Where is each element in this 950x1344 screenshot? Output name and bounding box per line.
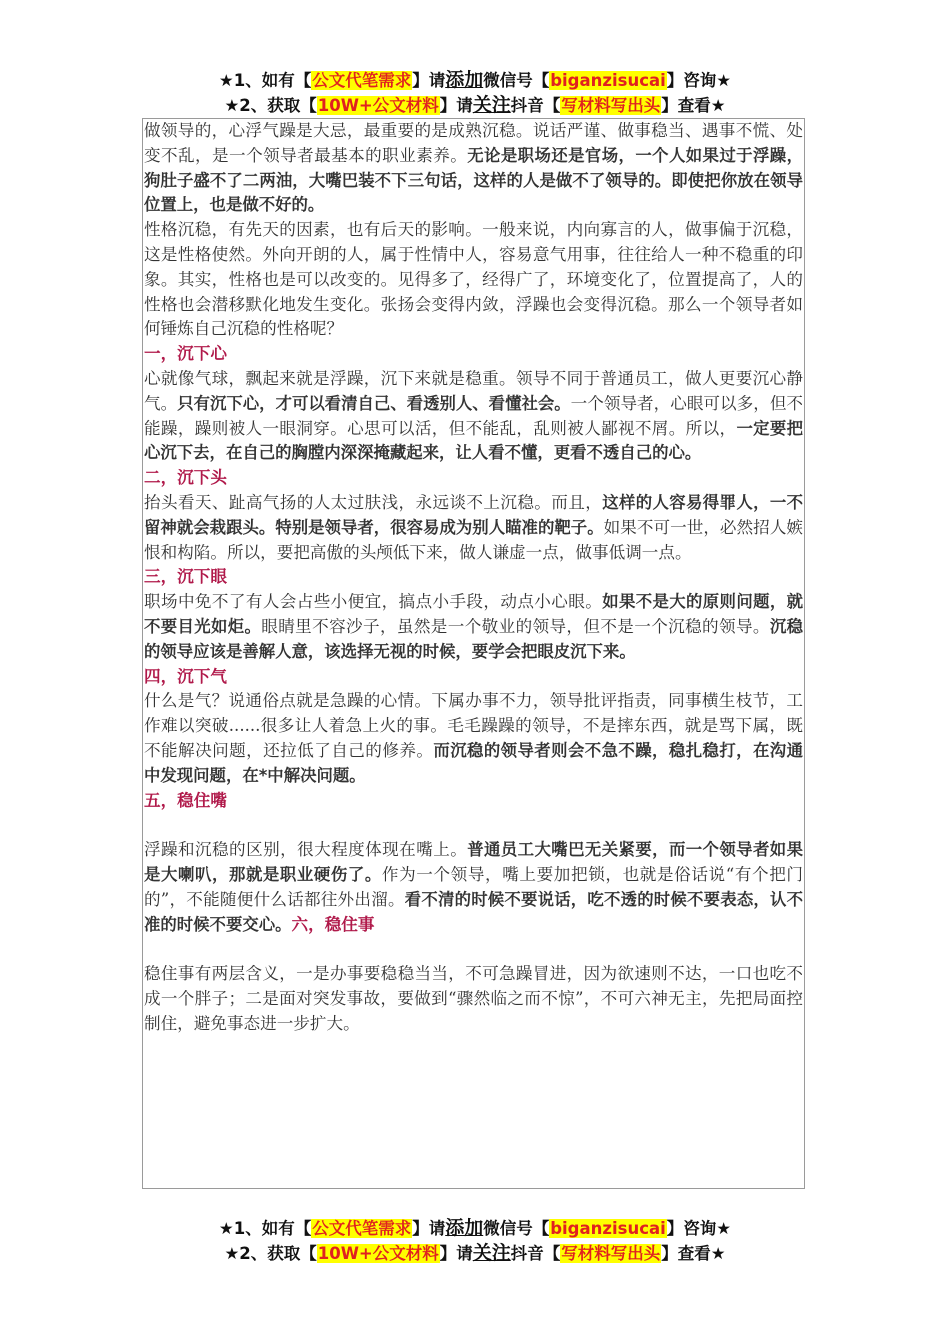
promo-highlight: 公文代笔需求 bbox=[312, 71, 412, 90]
promo-text: ★2、获取【 bbox=[224, 1244, 317, 1263]
paragraph-section-2 bbox=[144, 491, 803, 565]
promo-banner-bottom bbox=[0, 1216, 950, 1266]
promo-text: ★1、如有【 bbox=[218, 71, 312, 90]
text: 稳住事有两层含义，一是办事要稳稳当当，不可急躁冒进，因为欲速则不达，一口也吃不成一个胖子；二是面对突发事故，要做到“骤然临之而不惊”，不可六神无主，先把局面控制住，避免事态进一步扩大。 bbox=[144, 964, 803, 1033]
paragraph-section-6 bbox=[144, 962, 803, 1036]
promo-text: 微信号【 bbox=[483, 1219, 550, 1238]
bold-text: 而沉稳的领导者则会不急不躁，稳扎稳打，在沟通中发现问题，在*中解决问题。 bbox=[144, 740, 803, 785]
text: 性格沉稳，有先天的因素，也有后天的影响。一般来说，内向寡言的人，做事偏于沉稳，这是性格使然。外向开朗的人，属于性情中人，容易意气用事，往往给人一种不稳重的印象。其实，性格也是可以改变的。见得多了，经得广了，环境变化了，位置提高了，人的性格也会潜移默化地发生变化。张扬会变得内敛，浮躁也会变得沉稳。那么一个领导者如何锤炼自己沉稳的性格呢？ bbox=[144, 220, 803, 339]
promo-line-1 bbox=[0, 68, 950, 93]
paragraph-section-4 bbox=[144, 689, 803, 788]
promo-emphasis: 关注 bbox=[472, 94, 511, 116]
promo-line-2 bbox=[0, 93, 950, 118]
text: 抬头看天、趾高气扬的人太过肤浅，永远谈不上沉稳。而且， bbox=[144, 492, 603, 512]
section-heading-5: 五，稳住嘴 bbox=[144, 790, 227, 810]
promo-highlight: 10W+公文材料 bbox=[317, 1244, 439, 1263]
section-heading-2: 二，沉下头 bbox=[144, 468, 227, 488]
text: 一个领导者，心眼可以多，但不能躁，躁则被人一眼洞穿。心思可以活，但不能乱，乱则被人鄙视不屑。所以， bbox=[144, 393, 804, 438]
promo-line-2 bbox=[0, 1241, 950, 1266]
promo-text: ★2、获取【 bbox=[224, 96, 317, 115]
text: 眼睛里不容沙子，虽然是一个敬业的领导，但不是一个沉稳的领导。 bbox=[261, 616, 770, 636]
paragraph-section-1 bbox=[144, 367, 803, 466]
text: 如果不可一世，必然招人嫉恨和构陷。所以，要把高傲的头颅低下来，做人谦虚一点，做事低调一点。 bbox=[144, 517, 803, 562]
promo-text: 】查看★ bbox=[661, 96, 726, 115]
text: 什么是气？说通俗点就是急躁的心情。下属办事不力，领导批评指责，同事横生枝节，工作难以突破......很多让人着急上火的事。毛毛躁躁的领导，不是摔东西，就是骂下属，既不能解决问题，还拉低了自己的修养。 bbox=[144, 691, 803, 760]
text: 职场中免不了有人会占些小便宜，搞点小手段，动点小心眼。 bbox=[144, 592, 603, 612]
article-body bbox=[142, 118, 805, 1189]
promo-text: 】咨询★ bbox=[666, 1219, 732, 1238]
text: 心就像气球，飘起来就是浮躁，沉下来就是稳重。领导不同于普通员工，做人更要沉心静气。 bbox=[144, 368, 803, 413]
text: 作为一个领导，嘴上要加把锁，也就是俗话说“有个把门的”，不能随便什么话都往外出溜。 bbox=[144, 864, 804, 909]
promo-text: 抖音【 bbox=[510, 1244, 561, 1263]
paragraph-section-3 bbox=[144, 590, 803, 664]
section-heading-1: 一，沉下心 bbox=[144, 344, 227, 364]
promo-text: ★1、如有【 bbox=[218, 1219, 312, 1238]
paragraph-intro bbox=[144, 119, 803, 218]
promo-douyin-id: 写材料写出头 bbox=[561, 1244, 661, 1263]
promo-douyin-id: 写材料写出头 bbox=[561, 96, 661, 115]
promo-text: 】咨询★ bbox=[666, 71, 732, 90]
promo-text: 抖音【 bbox=[510, 96, 561, 115]
bold-text: 这样的人容易得罪人，一不留神就会栽跟头。特别是领导者，很容易成为别人瞄准的靶子。 bbox=[144, 492, 804, 537]
spacer bbox=[144, 813, 803, 838]
promo-line-1 bbox=[0, 1216, 950, 1241]
bold-text: 沉稳的领导应该是善解人意，该选择无视的时候，要学会把眼皮沉下来。 bbox=[144, 616, 804, 661]
promo-text: 】请 bbox=[439, 1244, 473, 1263]
promo-wechat-id: biganzisucai bbox=[550, 1219, 666, 1238]
bold-text: 只有沉下心，才可以看清自己、看透别人、看懂社会。 bbox=[177, 393, 571, 413]
section-heading-6: 六，稳住事 bbox=[291, 914, 375, 934]
text: 做领导的，心浮气躁是大忌，最重要的是成熟沉稳。说话严谨、做事稳当、遇事不慌、处变不乱，是一个领导者最基本的职业素养。 bbox=[144, 121, 803, 165]
bold-text: 无论是职场还是官场，一个人如果过于浮躁，狗肚子盛不了二两油，大嘴巴装不下三句话，这样的人是做不了领导的。即使把你放在领导位置上，也是做不好的。 bbox=[144, 145, 803, 215]
promo-text: 】请 bbox=[412, 71, 446, 90]
paragraph-section-5 bbox=[144, 838, 803, 937]
bold-text: 看不清的时候不要说话，吃不透的时候不要表态，认不准的时候不要交心。 bbox=[144, 889, 804, 934]
text: 浮躁和沉稳的区别，很大程度体现在嘴上。 bbox=[144, 840, 468, 860]
bold-text: 普通员工大嘴巴无关紧要，而一个领导者如果是大喇叭，那就是职业硬伤了。 bbox=[144, 840, 803, 884]
promo-emphasis: 添加 bbox=[445, 1217, 484, 1239]
section-heading-4: 四，沉下气 bbox=[144, 666, 227, 686]
section-heading-3: 三，沉下眼 bbox=[144, 567, 227, 587]
promo-banner-top bbox=[0, 68, 950, 118]
promo-wechat-id: biganzisucai bbox=[550, 71, 666, 90]
promo-highlight: 公文代笔需求 bbox=[312, 1219, 412, 1238]
promo-text: 微信号【 bbox=[483, 71, 550, 90]
promo-text: 】请 bbox=[439, 96, 473, 115]
promo-text: 】请 bbox=[412, 1219, 446, 1238]
promo-emphasis: 关注 bbox=[472, 1242, 511, 1264]
paragraph-personality bbox=[144, 218, 803, 342]
bold-text: 一定要把心沉下去，在自己的胸膛内深深掩藏起来，让人看不懂，更看不透自己的心。 bbox=[144, 418, 803, 463]
promo-text: 】查看★ bbox=[661, 1244, 726, 1263]
promo-highlight: 10W+公文材料 bbox=[317, 96, 439, 115]
spacer bbox=[144, 937, 803, 962]
bold-text: 如果不是大的原则问题，就不要目光如炬。 bbox=[144, 592, 804, 636]
promo-emphasis: 添加 bbox=[445, 69, 484, 91]
